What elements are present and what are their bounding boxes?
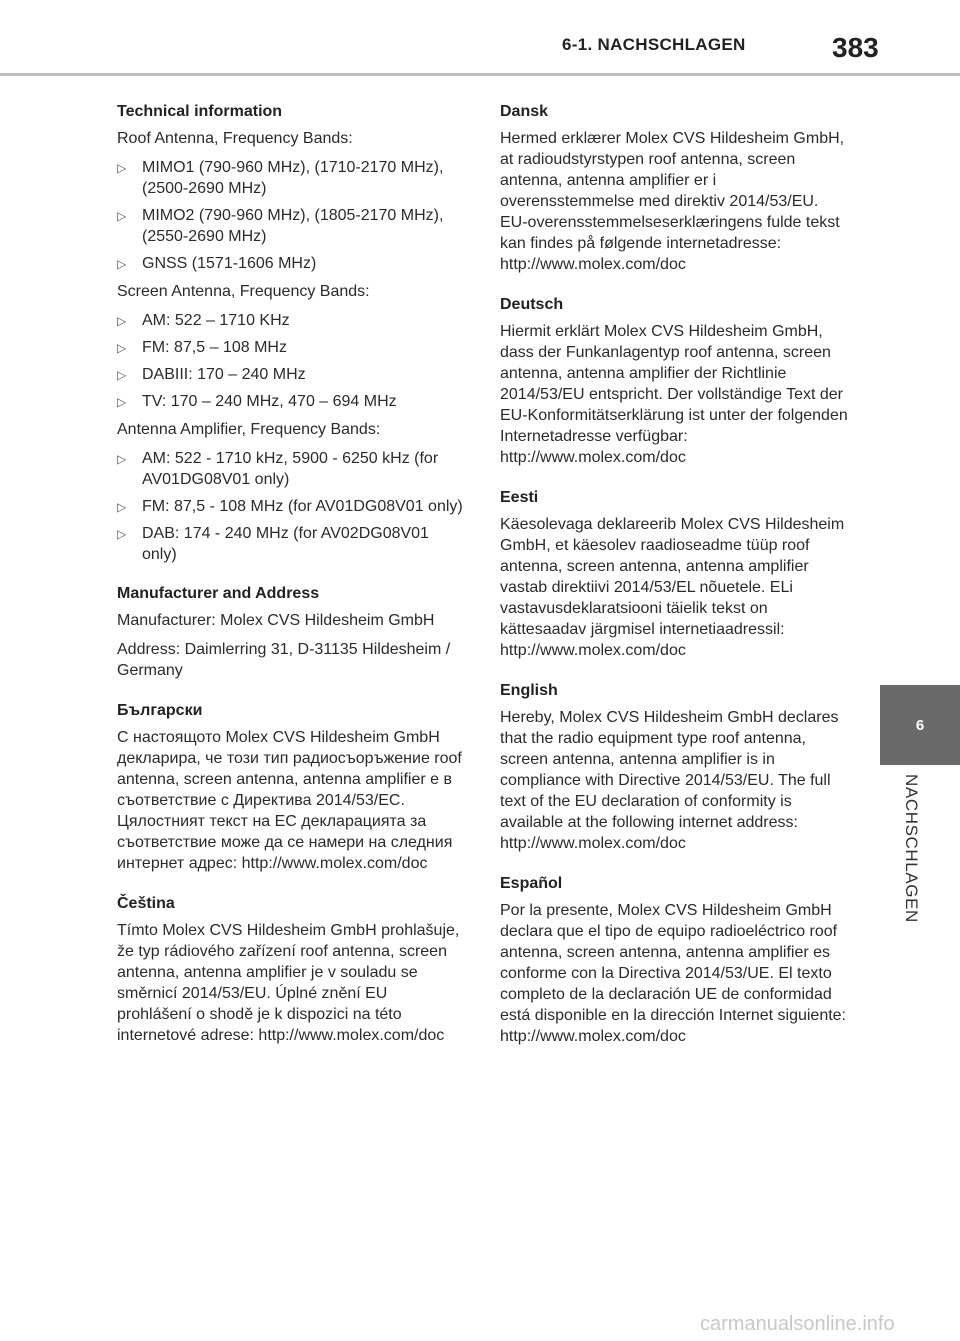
- danish-heading: Dansk: [500, 103, 549, 120]
- estonian-declaration: Käesolevaga deklareerib Molex CVS Hildesheim GmbH, et käesolev raadioseadme tüüp roof antenna, screen antenna, antenna amplifier vastab direktiivi 2014/53/EL nõuetele. ELi vastavusdeklaratsiooni täielik tekst on kättesaadav järgmisel internetiaadressil: http://www.molex.com/doc: [500, 516, 845, 659]
- german-heading: Deutsch: [500, 296, 564, 313]
- screen-band-item: ▷ TV: 170 – 240 MHz, 470 – 694 MHz: [117, 391, 465, 412]
- estonian-heading: Eesti: [500, 489, 539, 506]
- bulgarian-declaration: С настоящото Molex CVS Hildesheim GmbH декларира, че този тип радиосъоръжение roof antenna, screen antenna, antenna amplifier е в съответствие с Директива 2014/53/ЕС. Цялостният текст на ЕС декларацията за съответствие може да се намери на следния интернет адрес: http://www.molex.com/doc: [117, 729, 462, 872]
- header-section-title: 6-1. NACHSCHLAGEN: [562, 35, 746, 54]
- screen-band-item: ▷ AM: 522 – 1710 KHz: [117, 310, 465, 331]
- spanish-heading: Español: [500, 875, 563, 892]
- manufacturer-heading: Manufacturer and Address: [117, 585, 320, 602]
- roof-antenna-band-list: [117, 157, 465, 274]
- amplifier-band-item: ▷ AM: 522 - 1710 kHz, 5900 - 6250 kHz (for AV01DG08V01 only): [117, 448, 465, 490]
- header-divider: [0, 73, 960, 76]
- section-spacer: [500, 476, 848, 486]
- danish-declaration: Hermed erklærer Molex CVS Hildesheim GmbH, at radioudstyrstypen roof antenna, screen antenna, antenna amplifier er i overensstemmelse med direktiv 2014/53/EU. EU-overensstemmelseserklæringens fulde tekst kan findes på følgende internetadresse: http://www.molex.com/doc: [500, 130, 845, 273]
- manufacturer-text: Manufacturer: Molex CVS Hildesheim GmbH: [117, 612, 435, 629]
- spanish-declaration: Por la presente, Molex CVS Hildesheim GmbH declara que el tipo de equipo radioeléctrico roof antenna, screen antenna, antenna amplifier es conforme con la Directiva 2014/53/UE. El texto completo de la declaración UE de conformidad está disponible en la dirección Internet siguiente: http://www.molex.com/doc: [500, 902, 846, 1045]
- roof-antenna-intro: Roof Antenna, Frequency Bands:: [117, 130, 353, 147]
- czech-declaration: Tímto Molex CVS Hildesheim GmbH prohlašuje, že typ rádiového zařízení roof antenna, screen antenna, antenna amplifier je v souladu se směrnicí 2014/53/EU. Úplné znění EU prohlášení o shodě je k dispozici na této internetové adrese: http://www.molex.com/doc: [117, 922, 460, 1044]
- chapter-tab[interactable]: 6: [880, 685, 960, 765]
- section-spacer: [500, 283, 848, 293]
- roof-band-item: ▷ MIMO1 (790-960 MHz), (1710-2170 MHz), (2500-2690 MHz): [117, 157, 465, 199]
- german-declaration: Hiermit erklärt Molex CVS Hildesheim GmbH, dass der Funkanlagentyp roof antenna, screen antenna, antenna amplifier der Richtlinie 2014/53/EU entspricht. Der vollständige Text der EU-Konformitätserklärung ist unter der folgenden Internetadresse verfügbar: http://www.molex.com/doc: [500, 323, 848, 466]
- address-text: Address: Daimlerring 31, D-31135 Hildesheim / Germany: [117, 641, 451, 679]
- bulgarian-heading: Български: [117, 702, 203, 719]
- english-heading: English: [500, 682, 558, 699]
- screen-antenna-band-list: [117, 310, 465, 412]
- section-spacer: [500, 862, 848, 872]
- left-column: [117, 100, 465, 1054]
- screen-band-item: ▷ FM: 87,5 – 108 MHz: [117, 337, 465, 358]
- technical-info-heading: Technical information: [117, 103, 283, 120]
- screen-band-item: ▷ DABIII: 170 – 240 MHz: [117, 364, 465, 385]
- watermark: carmanualsonline.info: [700, 1313, 895, 1335]
- amplifier-intro: Antenna Amplifier, Frequency Bands:: [117, 421, 381, 438]
- czech-heading: Čeština: [117, 895, 175, 912]
- chapter-side-label: NACHSCHLAGEN: [902, 774, 921, 923]
- section-spacer: [117, 689, 465, 699]
- roof-band-item: ▷ MIMO2 (790-960 MHz), (1805-2170 MHz), (2550-2690 MHz): [117, 205, 465, 247]
- screen-antenna-intro: Screen Antenna, Frequency Bands:: [117, 283, 370, 300]
- english-declaration: Hereby, Molex CVS Hildesheim GmbH declares that the radio equipment type roof antenna, screen antenna, antenna amplifier is in compliance with Directive 2014/53/EU. The full text of the EU declaration of conformity is available at the following internet address: http://www.molex.com/doc: [500, 709, 839, 852]
- section-spacer: [500, 669, 848, 679]
- amplifier-band-item: ▷ DAB: 174 - 240 MHz (for AV02DG08V01 only): [117, 523, 465, 565]
- section-spacer: [117, 882, 465, 892]
- right-column: [500, 100, 848, 1055]
- section-spacer: [117, 572, 465, 582]
- amplifier-band-item: ▷ FM: 87,5 - 108 MHz (for AV01DG08V01 only): [117, 496, 465, 517]
- roof-band-item: ▷ GNSS (1571-1606 MHz): [117, 253, 465, 274]
- amplifier-band-list: [117, 448, 465, 565]
- page-number: 383: [832, 32, 879, 63]
